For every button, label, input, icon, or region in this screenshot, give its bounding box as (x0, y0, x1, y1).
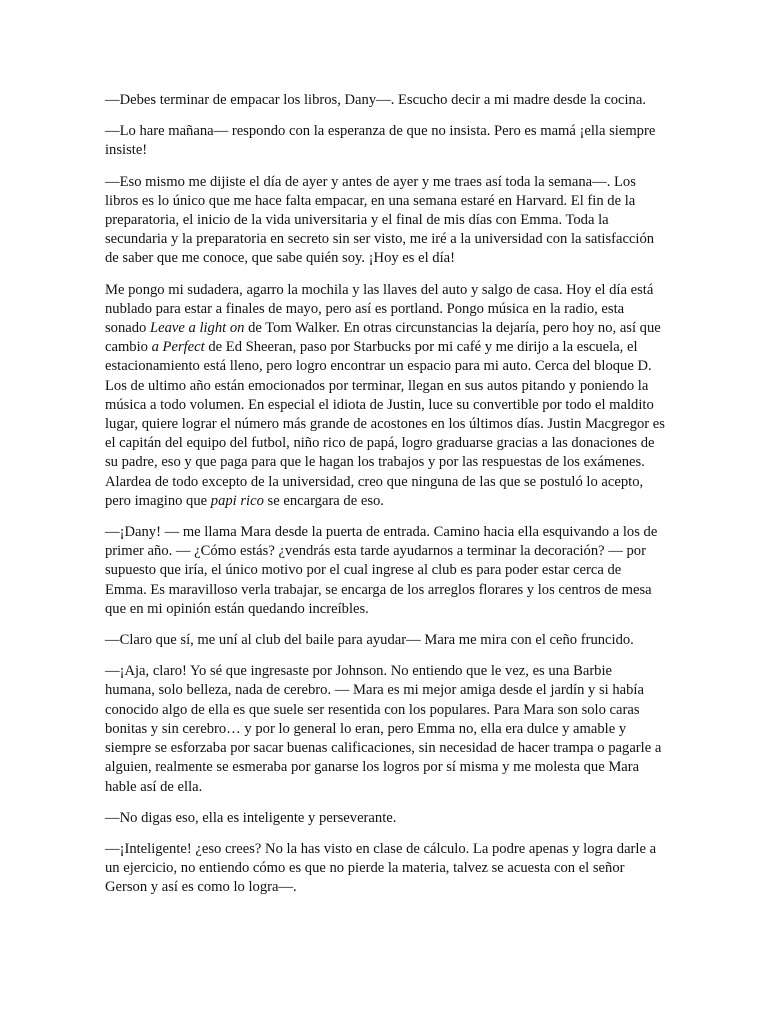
italic-phrase: papi rico (210, 492, 264, 509)
paragraph-6 (105, 631, 665, 650)
paragraph-8 (105, 809, 665, 828)
paragraph-1 (105, 91, 665, 110)
song-title-italic: Leave a light on (150, 320, 245, 337)
paragraph-text: —Claro que sí, me uní al club del baile para ayudar— Mara me mira con el ceño fruncido. (105, 632, 634, 649)
paragraph-text: se encargara de eso. (263, 492, 384, 509)
paragraph-text: —¡Aja, claro! Yo sé que ingresaste por Johnson. No entiendo que le vez, es una Barbie humana, solo belleza, nada de cerebro. — Mara es mi mejor amiga desde el jardín y si había conocido algo de ella es que suele ser resentida con los populares. Para Mara son solo caras bonitas y sin cerebro… y por lo general lo eran, pero Emma no, ella era dulce y amable y siempre se esforzaba por sacar buenas calificaciones, sin necesidad de hacer trampa o pagarle a alguien, realmente se esmeraba por ganarse los logros por sí misma y me molesta que Mara hable así de ella. (105, 663, 662, 795)
paragraph-text: —Lo hare mañana— respondo con la esperanza de que no insista. Pero es mamá ¡ella siempre insiste! (105, 123, 656, 159)
paragraph-2 (105, 122, 665, 160)
paragraph-5 (105, 523, 665, 619)
paragraph-text: de Ed Sheeran, paso por Starbucks por mi café y me dirijo a la escuela, el estacionamiento está lleno, pero logro encontrar un espacio para mi auto. Cerca del bloque D. Los de ultimo año están emocionados por terminar, llegan en sus autos pitando y poniendo la música a todo volumen. En especial el idiota de Justin, luce su convertible por todo el maldito lugar, quiere lograr el número más grande de acostones en los últimos días. Justin Macgregor es el capitán del equipo del futbol, niño rico de papá, logro graduarse gracias a las donaciones de su padre, eso y que paga para que le hagan los trabajos y por las respuestas de los exámenes. Alardea de todo excepto de la universidad, creo que ninguna de las que se postuló lo acepto, pero imagino que (105, 339, 665, 509)
paragraph-4 (105, 281, 665, 511)
paragraph-text: —¡Dany! — me llama Mara desde la puerta de entrada. Camino hacia ella esquivando a los de primer año. — ¿Cómo estás? ¿vendrás esta tarde ayudarnos a terminar la decoración? — por supuesto que iría, el único motivo por el cual ingrese al club es para poder estar cerca de Emma. Es maravilloso verla trabajar, se encarga de los arreglos florares y los centros de mesa que en mi opinión están quedando increíbles. (105, 524, 658, 617)
song-title-italic: a Perfect (151, 339, 205, 356)
paragraph-9 (105, 840, 665, 898)
paragraph-7 (105, 662, 665, 796)
paragraph-text: —Debes terminar de empacar los libros, Dany—. Escucho decir a mi madre desde la cocina. (105, 92, 646, 108)
paragraph-text: —Eso mismo me dijiste el día de ayer y antes de ayer y me traes así toda la semana—. Los libros es lo único que me hace falta empacar, en una semana estaré en Harvard. El fin de la preparatoria, el inicio de la vida universitaria y el final de mis días con Emma. Toda la secundaria y la preparatoria en secreto sin ser visto, me iré a la universidad con la satisfacción de saber que me conoce, que sabe quién soy. ¡Hoy es el día! (105, 173, 655, 267)
document-page (105, 91, 665, 910)
paragraph-text: Me pongo mi sudadera, agarro la mochila y las llaves del auto y salgo de casa. Hoy el día está nublado para estar a finales de mayo, pero así es portland. Pongo música en la radio, esta sonado (105, 281, 654, 337)
paragraph-text: —No digas eso, ella es inteligente y perseverante. (105, 809, 397, 826)
paragraph-text: —¡Inteligente! ¿eso crees? No la has visto en clase de cálculo. La podre apenas y logra darle a un ejercicio, no entiendo cómo es que no pierde la materia, talvez se acuesta con el señor Gerson y así es como lo logra—. (105, 840, 657, 896)
paragraph-text: de Tom Walker. En otras circunstancias la dejaría, pero hoy no, así que cambio (105, 320, 661, 356)
paragraph-3 (105, 173, 665, 269)
